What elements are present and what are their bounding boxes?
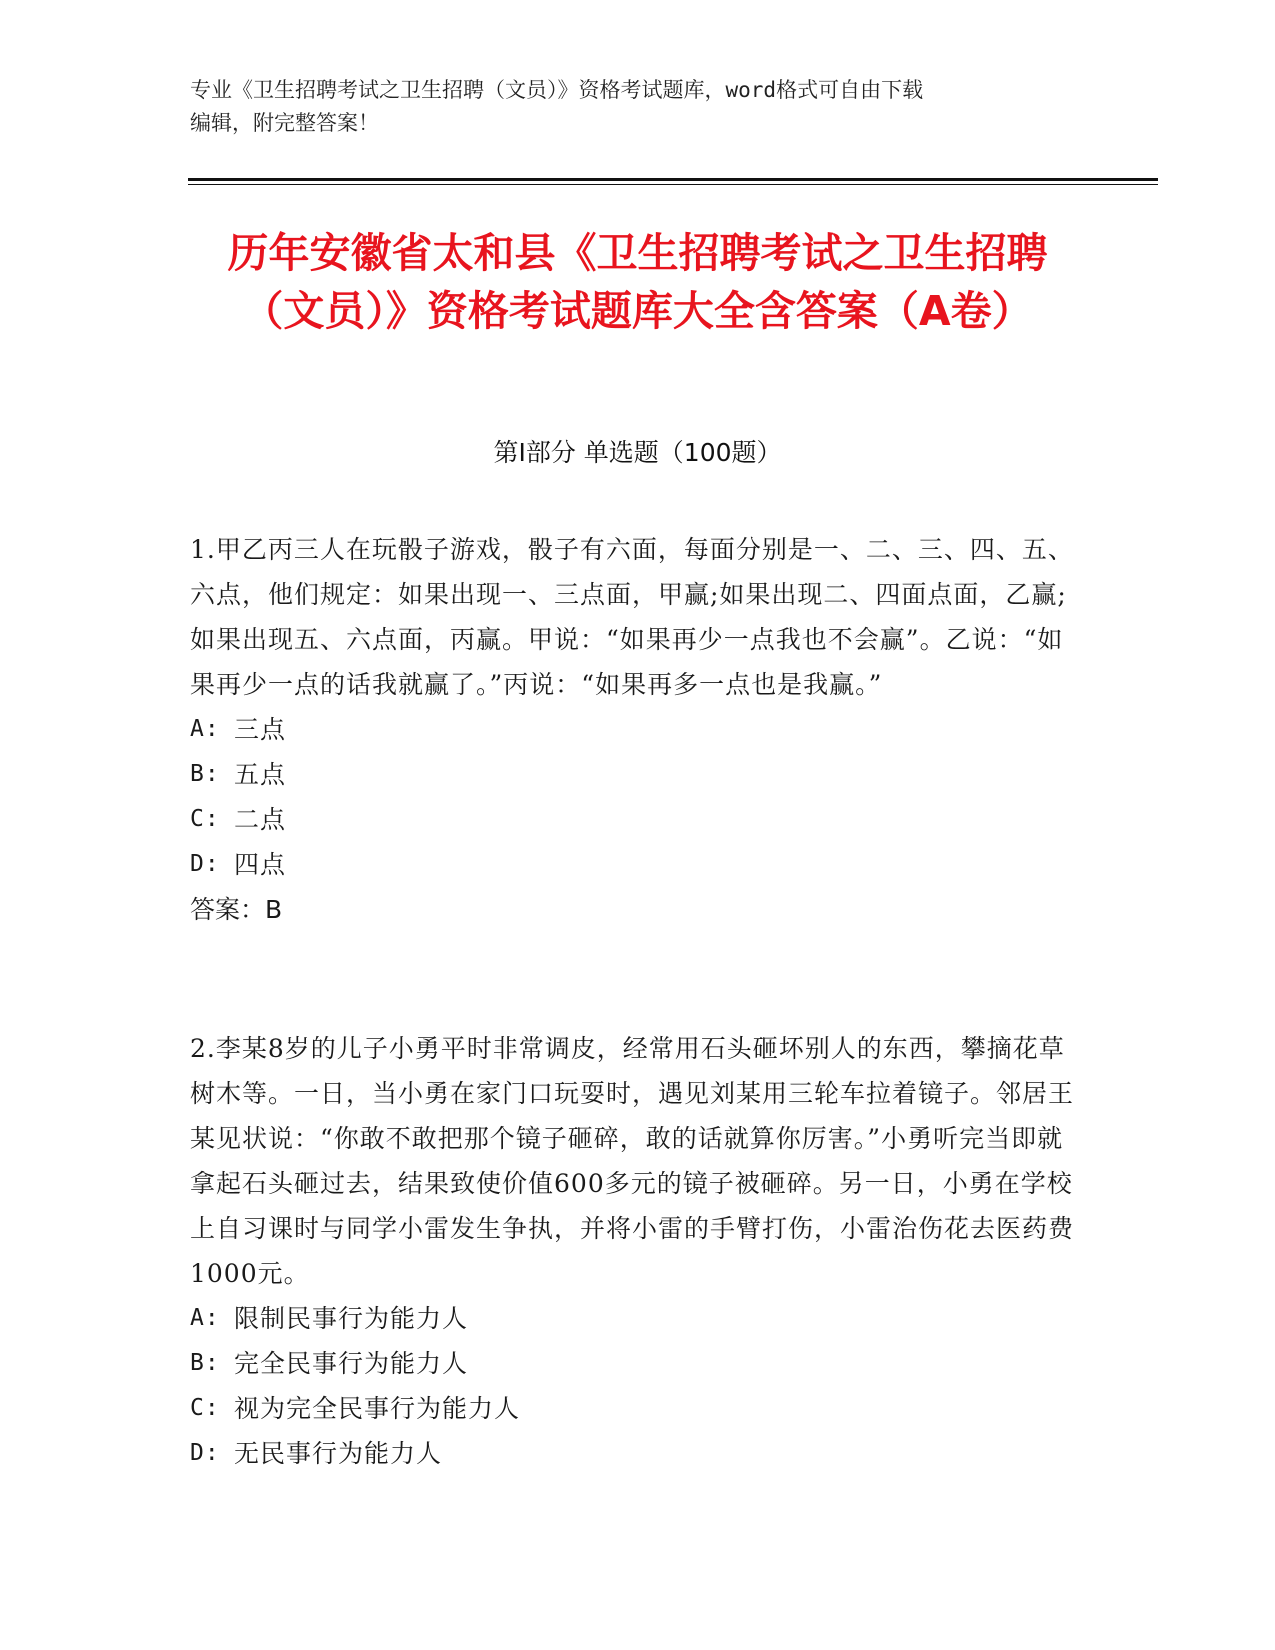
option-text: 三点 — [234, 715, 287, 744]
option-text: 无民事行为能力人 — [234, 1439, 443, 1468]
option-d — [190, 842, 1080, 887]
question-stem: 1.甲乙丙三人在玩骰子游戏，骰子有六面，每面分别是一、二、三、四、五、六点，他们规定：如果出现一、三点面，甲赢;如果出现二、四面点面，乙赢;如果出现五、六点面，丙赢。甲说：“如果再少一点我也不会赢”。乙说：“如果再少一点的话我就赢了。”丙说：“如果再多一点也是我赢。” — [190, 535, 1074, 699]
header-divider-thin — [188, 184, 1158, 185]
option-key: B: — [190, 761, 220, 787]
answer-line: 答案：B — [190, 895, 283, 924]
header-note-line-2: 编辑，附完整答案！ — [190, 111, 379, 135]
option-key: A: — [190, 1305, 220, 1331]
option-list — [190, 707, 1080, 887]
option-key: C: — [190, 1395, 220, 1421]
option-text: 视为完全民事行为能力人 — [234, 1394, 521, 1423]
question-1 — [190, 527, 1080, 932]
option-text: 五点 — [234, 760, 287, 789]
option-text: 四点 — [234, 850, 287, 879]
document-title: 历年安徽省太和县《卫生招聘考试之卫生招聘（文员）》资格考试题库大全含答案（A卷） — [227, 229, 1048, 335]
header-note-line-1: 专业《卫生招聘考试之卫生招聘（文员）》资格考试题库，word格式可自由下载 — [190, 78, 924, 102]
section-title: 第Ⅰ部分 单选题（100题） — [493, 438, 782, 467]
option-list — [190, 1296, 1080, 1476]
option-key: D: — [190, 851, 220, 877]
option-key: C: — [190, 806, 220, 832]
option-c — [190, 797, 1080, 842]
option-text: 限制民事行为能力人 — [234, 1304, 469, 1333]
option-b — [190, 1341, 1080, 1386]
question-stem: 2.李某8岁的儿子小勇平时非常调皮，经常用石头砸坏别人的东西，攀摘花草树木等。一日，当小勇在家门口玩耍时，遇见刘某用三轮车拉着镜子。邻居王某见状说：“你敢不敢把那个镜子砸碎，敢的话就算你厉害。”小勇听完当即就拿起石头砸过去，结果致使价值600多元的镜子被砸碎。另一日，小勇在学校上自习课时与同学小雷发生争执，并将小雷的手臂打伤，小雷治伤花去医药费1000元。 — [190, 1034, 1075, 1288]
option-a — [190, 707, 1080, 752]
option-d — [190, 1431, 1080, 1476]
option-text: 二点 — [234, 805, 287, 834]
option-a — [190, 1296, 1080, 1341]
option-c — [190, 1386, 1080, 1431]
header-divider-thick — [188, 178, 1158, 181]
header-note — [190, 74, 1090, 140]
option-key: A: — [190, 716, 220, 742]
option-b — [190, 752, 1080, 797]
option-key: B: — [190, 1350, 220, 1376]
option-text: 完全民事行为能力人 — [234, 1349, 469, 1378]
option-key: D: — [190, 1440, 220, 1466]
question-2 — [190, 1026, 1080, 1476]
